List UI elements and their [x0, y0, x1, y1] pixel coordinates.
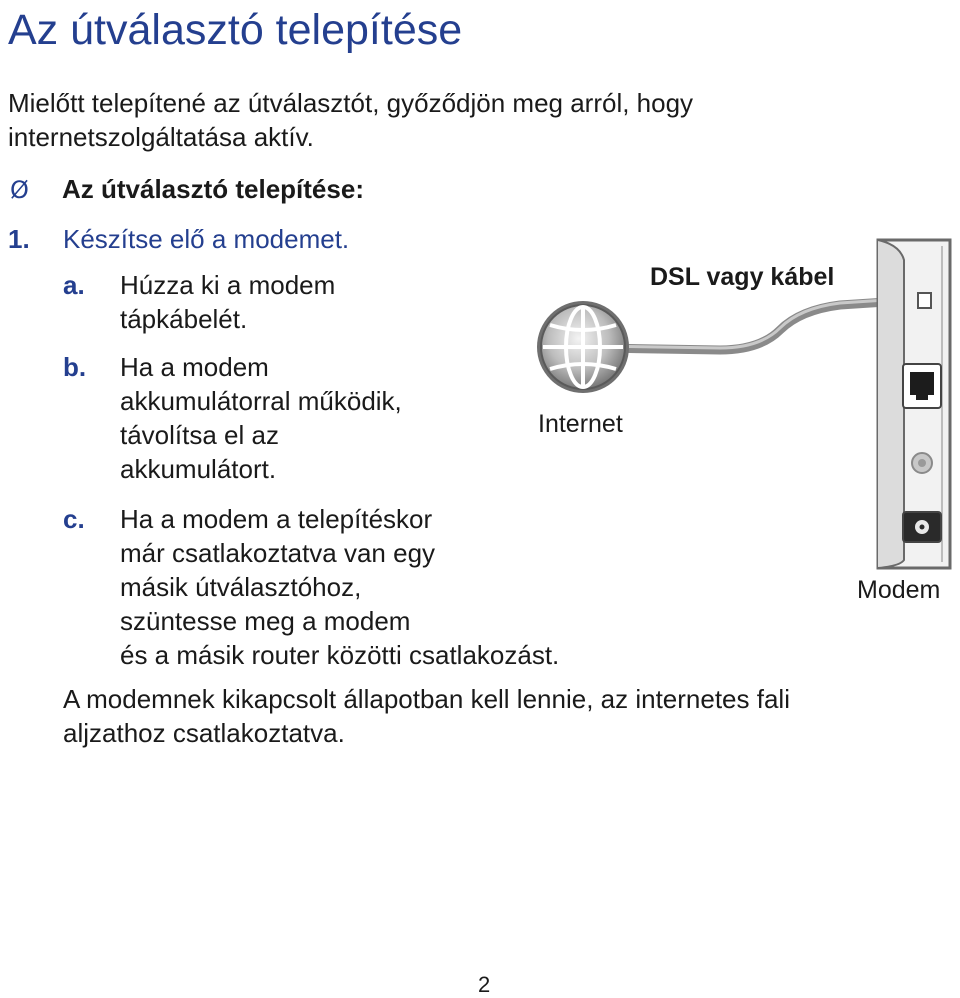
substep-b [63, 350, 483, 486]
intro-line-1: Mielőtt telepítené az útválasztót, győződjön meg arról, hogy [8, 88, 694, 118]
cable-port-icon [918, 293, 931, 308]
procedure-heading [10, 172, 364, 207]
modem-icon [878, 240, 950, 568]
cable-label: DSL vagy kábel [650, 263, 835, 291]
substep-b-line-4: akkumulátort. [120, 454, 277, 484]
substep-a-letter: a. [63, 270, 85, 300]
substep-b-line-1: Ha a modem [120, 352, 269, 382]
intro-line-2: internetszolgáltatása aktív. [8, 122, 314, 152]
cable-icon [600, 298, 918, 350]
procedure-title: Az útválasztó telepítése: [62, 174, 364, 204]
globe-icon [537, 301, 629, 393]
modem-label: Modem [857, 576, 941, 604]
step-1-text: Készítse elő a modemet. [63, 224, 350, 254]
substep-c-letter: c. [63, 504, 85, 534]
substep-a-line-2: tápkábelét. [120, 304, 248, 334]
intro-paragraph [8, 86, 908, 154]
page-title: Az útválasztó telepítése [8, 6, 463, 54]
substep-c-line-1: Ha a modem a telepítéskor [120, 504, 433, 534]
internet-label: Internet [538, 410, 623, 438]
substep-a [63, 268, 463, 336]
substep-c-line-4: szüntesse meg a modem [120, 606, 411, 636]
substep-a-line-1: Húzza ki a modem [120, 270, 336, 300]
ethernet-port-icon [903, 364, 941, 408]
step-1 [8, 222, 349, 256]
step-1-number: 1. [8, 224, 30, 254]
substep-c-line-3: másik útválasztóhoz, [120, 572, 362, 602]
substep-b-line-3: távolítsa el az [120, 420, 279, 450]
power-port-icon [903, 512, 941, 542]
substep-b-letter: b. [63, 352, 87, 382]
note-line-2: aljzathoz csatlakoztatva. [63, 718, 345, 748]
note-paragraph [63, 682, 953, 750]
substep-c-line-5: és a másik router közötti csatlakozást. [120, 640, 560, 670]
page-number: 2 [478, 972, 491, 997]
substep-c-line-2: már csatlakoztatva van egy [120, 538, 436, 568]
note-line-1: A modemnek kikapcsolt állapotban kell lennie, az internetes fali [63, 684, 790, 714]
arrow-bullet-icon: Ø [10, 176, 29, 204]
reset-button-icon [912, 453, 932, 473]
substep-b-line-2: akkumulátorral működik, [120, 386, 402, 416]
